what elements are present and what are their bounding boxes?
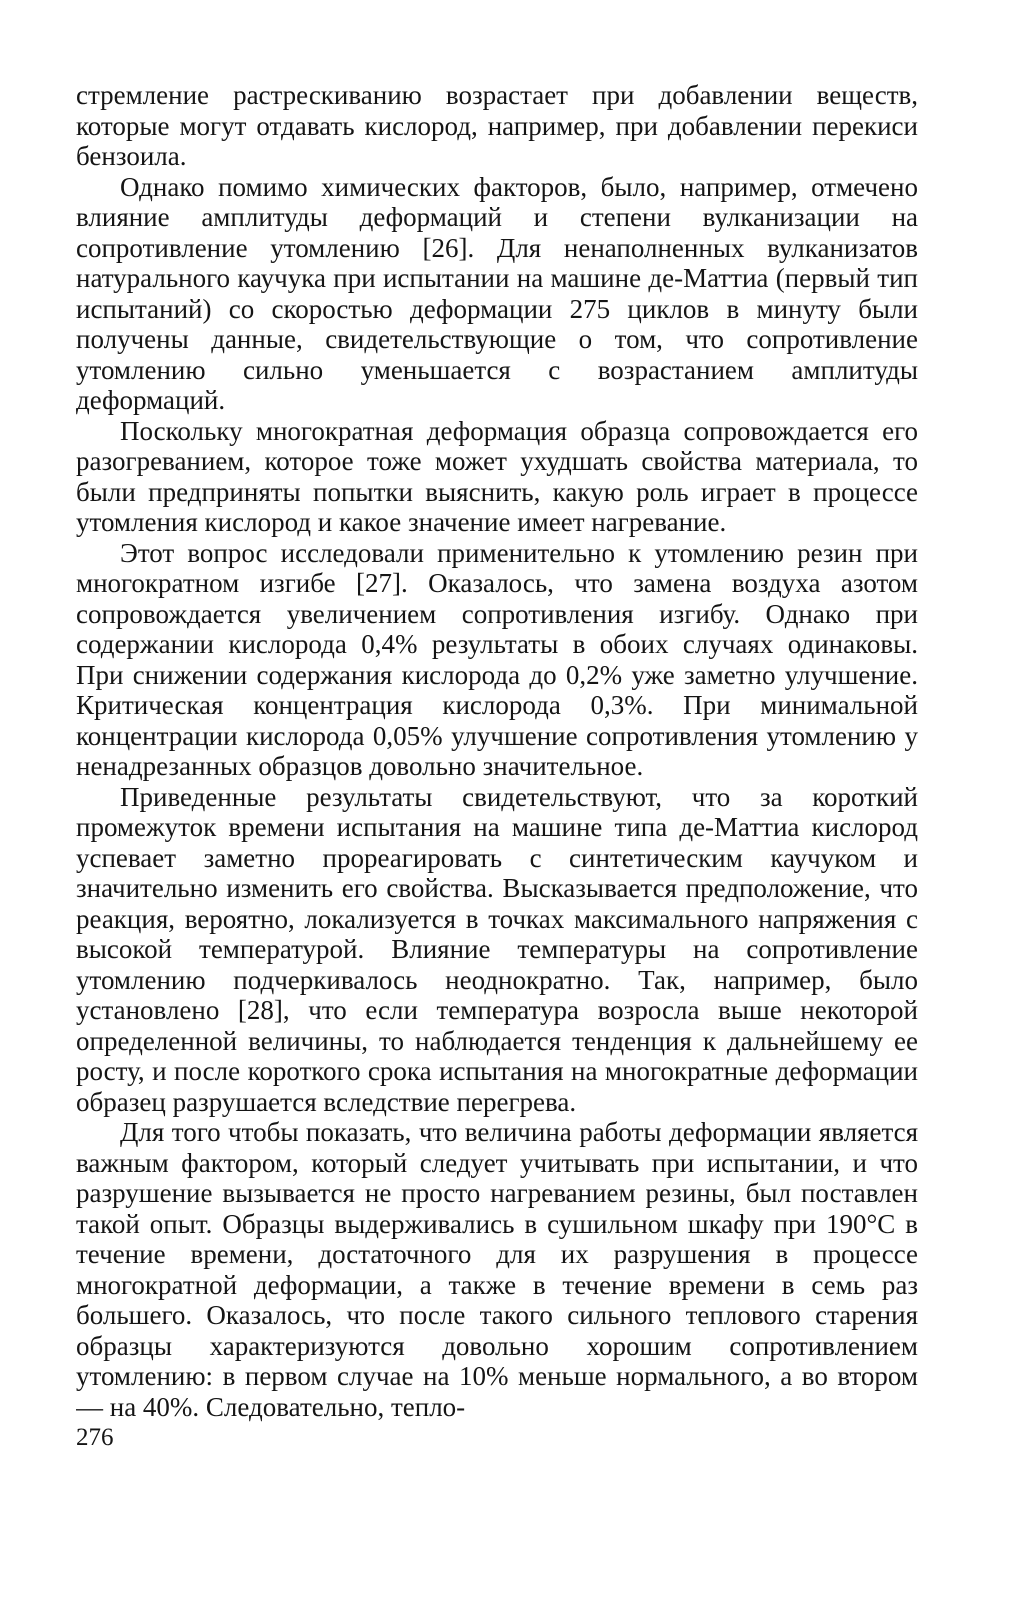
paragraph-temperature-effect: Приведенные результаты свидетельствуют, что за короткий промежуток времени испытания на машине типа де-Маттиа кислород успевает заметно прореагировать с синтетическим каучуком и значительно изменить его свойства. Высказывается предположение, что реакция, вероятно, локализуется в точках максимального напряжения с высокой температурой. Влияние температуры на сопротивление утомлению подчеркивалось неоднократно. Так, например, было установлено [28], что если температура возросла выше некоторой определенной величины, то наблюдается тенденция к дальнейшему ее росту, и после короткого срока испытания на многократные деформации образец разрушается вследствие перегрева. <box>76 781 918 1117</box>
paragraph-heat-aging-experiment: Для того чтобы показать, что величина работы деформации является важным фактором, который следует учитывать при испытании, и что разрушение вызывается не просто нагреванием резины, был поставлен такой опыт. Образцы выдерживались в сушильном шкафу при 190°C в течение времени, достаточного для их разрушения в процессе многократной деформации, а также в течение времени в семь раз большего. Оказалось, что после такого сильного теплового старения образцы характеризуются довольно хорошим сопротивлением утомлению: в первом случае на 10% меньше нормального, а во втором — на 40%. Следовательно, тепло- <box>76 1117 918 1422</box>
paragraph-continuation: стремление растрескиванию возрастает при добавлении веществ, которые могут отдавать кислород, например, при добавлении перекиси бензоила. <box>76 80 918 171</box>
paragraph-heating-oxygen: Поскольку многократная деформация образца сопровождается его разогреванием, которое тоже может ухудшать свойства материала, то были предприняты попытки выяснить, какую роль играет в процессе утомления кислород и какое значение имеет нагревание. <box>76 415 918 537</box>
paragraph-fatigue-factors: Однако помимо химических факторов, было, например, отмечено влияние амплитуды деформаций и степени вулканизации на сопротивление утомлению [26]. Для ненаполненных вулканизатов натурального каучука при испытании на машине де-Маттиа (первый тип испытаний) со скоростью деформации 275 циклов в минуту были получены данные, свидетельствующие о том, что сопротивление утомлению сильно уменьшается с возрастанием амплитуды деформаций. <box>76 171 918 415</box>
paragraph-oxygen-concentration: Этот вопрос исследовали применительно к утомлению резин при многократном изгибе [27]. Оказалось, что замена воздуха азотом сопровождается увеличением сопротивления изгибу. Однако при содержании кислорода 0,4% результаты в обоих случаях одинаковы. При снижении содержания кислорода до 0,2% уже заметно улучшение. Критическая концентрация кислорода 0,3%. При минимальной концентрации кислорода 0,05% улучшение сопротивления утомлению у ненадрезанных образцов довольно значительное. <box>76 537 918 781</box>
body-text <box>76 80 918 1422</box>
page-number: 276 <box>76 1424 114 1451</box>
book-page <box>76 80 918 1540</box>
